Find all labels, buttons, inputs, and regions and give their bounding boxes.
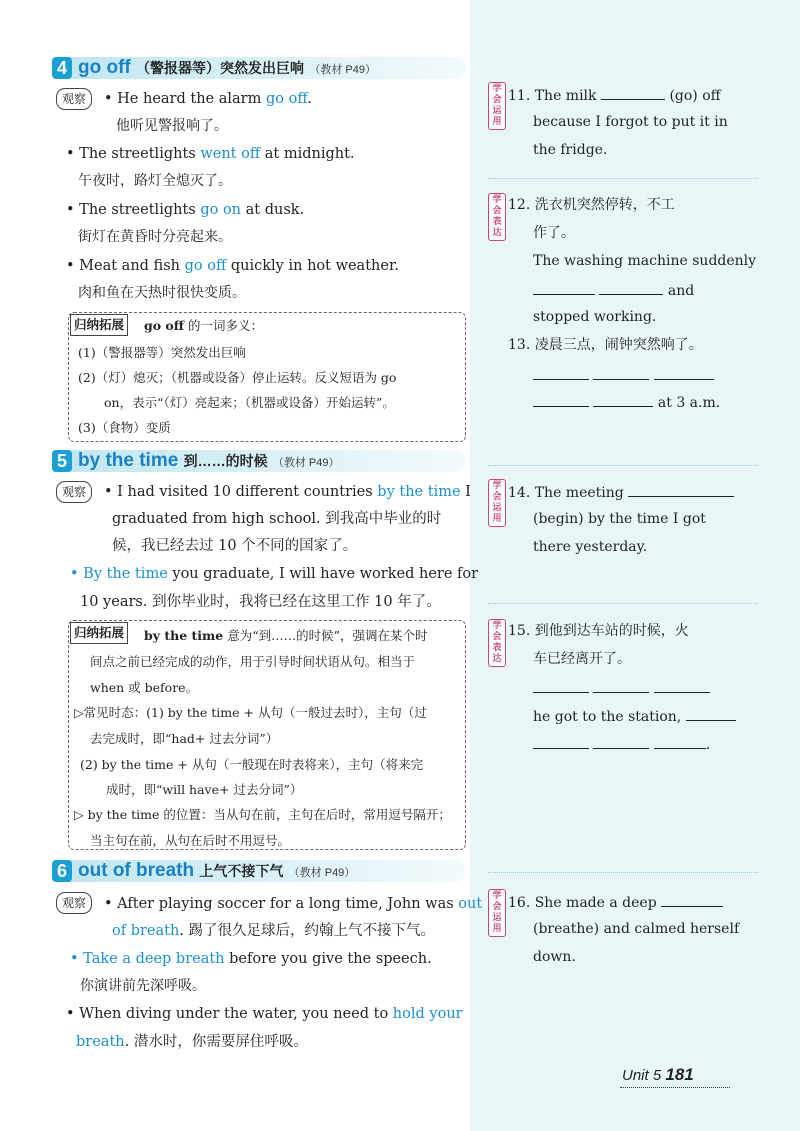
divider — [488, 872, 758, 873]
answer-blank[interactable] — [593, 365, 649, 380]
example-translation: 肉和鱼在天热时很快变质。 — [78, 285, 246, 301]
textbook-ref: （教材 P49） — [288, 867, 356, 879]
summary-line: 当主句在前，从句在后时不用逗号。 — [90, 833, 291, 848]
example-translation: 街灯在黄昏时分亮起来。 — [78, 229, 232, 245]
exercise-12: 12. 洗衣机突然停转，不工 — [508, 197, 675, 213]
exercise-line: there yesterday. — [533, 539, 648, 555]
answer-blank[interactable] — [686, 706, 736, 721]
exercise-line: . — [533, 734, 710, 754]
example-translation: 午夜时，路灯全熄灭了。 — [78, 173, 232, 189]
section-title — [78, 860, 355, 884]
answer-blank[interactable] — [628, 482, 734, 497]
summary-line: ▷常见时态：(1) by the time + 从句（一般过去时），主句（过 — [74, 705, 427, 720]
answer-blank[interactable] — [593, 392, 653, 407]
exercise-line: at 3 a.m. — [533, 392, 720, 412]
use-tag: 学会运用 — [488, 82, 506, 130]
observe-tag: 观察 — [56, 88, 92, 110]
section-title — [78, 57, 376, 81]
example-sentence: • I had visited 10 different countries by the time I — [104, 484, 471, 500]
example-translation: 你演讲前先深呼吸。 — [80, 978, 206, 994]
example-sentence-line: of breath. 踢了很久足球后，约翰上气不接下气。 — [112, 923, 436, 939]
express-tag: 学会表达 — [488, 193, 506, 241]
phrase-meaning: 上气不接下气 — [199, 863, 284, 879]
answer-blank[interactable] — [654, 365, 714, 380]
example-sentence: • Take a deep breath before you give the speech. — [70, 951, 432, 967]
answer-blank[interactable] — [593, 678, 649, 693]
summary-line: on，表示“（灯）亮起来；（机器或设备）开始运转”。 — [104, 395, 395, 410]
exercise-14: 14. The meeting — [508, 482, 734, 502]
exercise-line: 车已经离开了。 — [533, 651, 631, 667]
phrase-meaning: 到……的时候 — [183, 453, 268, 469]
answer-blank[interactable] — [601, 85, 665, 100]
exercise-line: the fridge. — [533, 142, 608, 158]
answer-blank[interactable] — [533, 734, 589, 749]
answer-blank[interactable] — [661, 892, 723, 907]
observe-tag: 观察 — [56, 892, 92, 914]
exercise-11: 11. The milk (go) off — [508, 85, 721, 105]
example-sentence-line: breath. 潜水时，你需要屏住呼吸。 — [76, 1034, 308, 1050]
example-sentence: • Meat and fish go off quickly in hot weather. — [66, 258, 399, 274]
exercise-line: down. — [533, 949, 576, 965]
summary-line: (3)（食物）变质 — [78, 420, 171, 435]
phrase: by the time — [78, 450, 179, 471]
summary-tag: 归纳拓展 — [70, 314, 128, 336]
answer-blank[interactable] — [654, 678, 710, 693]
summary-line: (1)（警报器等）突然发出巨响 — [78, 345, 246, 360]
answer-blank[interactable] — [599, 280, 663, 295]
exercise-line: and — [533, 280, 694, 300]
example-translation: 他听见警报响了。 — [116, 118, 228, 134]
observe-tag: 观察 — [56, 481, 92, 503]
page-number: 181 — [665, 1065, 694, 1084]
divider — [488, 603, 758, 604]
example-sentence: • When diving under the water, you need to hold your — [66, 1006, 463, 1022]
answer-blank[interactable] — [533, 280, 595, 295]
exercise-line: because I forgot to put it in — [533, 114, 728, 130]
page-footer — [622, 1065, 694, 1085]
footer-divider — [620, 1087, 730, 1088]
summary-line: 间点之前已经完成的动作，用于引导时间状语从句。相当于 — [90, 654, 416, 669]
summary-line: (2) by the time + 从句（一般现在时表将来），主句（将来完 — [80, 757, 424, 772]
exercise-line: (breathe) and calmed herself — [533, 921, 740, 937]
divider — [488, 178, 758, 179]
summary-line: 成时，即“will have+ 过去分词”） — [106, 782, 303, 797]
textbook-ref: （教材 P49） — [272, 457, 340, 469]
exercise-line: The washing machine suddenly — [533, 253, 757, 269]
phrase: out of breath — [78, 860, 195, 881]
answer-blank[interactable] — [533, 392, 589, 407]
express-tag: 学会表达 — [488, 619, 506, 667]
answer-blank[interactable] — [533, 365, 589, 380]
section-title — [78, 450, 340, 474]
answer-blank[interactable] — [593, 734, 649, 749]
use-tag: 学会运用 — [488, 479, 506, 527]
example-sentence: • By the time you graduate, I will have worked here for — [70, 566, 479, 582]
exercise-line — [533, 365, 714, 385]
exercise-16: 16. She made a deep — [508, 892, 723, 912]
exercise-15: 15. 到他到达车站的时候，火 — [508, 623, 689, 639]
textbook-ref: （教材 P49） — [309, 64, 376, 76]
summary-line: when 或 before。 — [90, 680, 199, 695]
section-number: 5 — [52, 450, 72, 472]
example-sentence: • He heard the alarm go off. — [104, 91, 312, 107]
example-sentence: • The streetlights went off at midnight. — [66, 146, 355, 162]
answer-blank[interactable] — [533, 678, 589, 693]
exercise-13: 13. 凌晨三点，闹钟突然响了。 — [508, 337, 703, 353]
exercise-line — [533, 678, 710, 698]
unit-label: Unit 5 — [622, 1067, 662, 1084]
example-sentence-line: graduated from high school. 到我高中毕业的时 — [112, 511, 442, 527]
summary-line: ▷ by the time 的位置：当从句在前，主句在后时，常用逗号隔开； — [74, 807, 451, 822]
phrase-meaning: （警报器等）突然发出巨响 — [136, 60, 305, 76]
summary-tag: 归纳拓展 — [70, 622, 128, 644]
use-tag: 学会运用 — [488, 889, 506, 937]
summary-line: 去完成时，即“had+ 过去分词”） — [90, 731, 279, 746]
summary-heading: by the time 意为“到……的时候”，强调在某个时 — [144, 628, 428, 643]
answer-blank[interactable] — [654, 734, 706, 749]
phrase: go off — [78, 57, 131, 78]
section-number: 4 — [52, 57, 72, 79]
example-sentence: • After playing soccer for a long time, John was out — [104, 896, 483, 912]
summary-heading: go off 的一词多义： — [144, 318, 264, 333]
divider — [488, 465, 758, 466]
exercise-line: (begin) by the time I got — [533, 511, 706, 527]
example-sentence-line: 候，我已经去过 10 个不同的国家了。 — [112, 538, 358, 554]
exercise-line: he got to the station, — [533, 706, 736, 726]
summary-line: (2)（灯）熄灭；（机器或设备）停止运转。反义短语为 go — [78, 370, 397, 385]
example-sentence-line: 10 years. 到你毕业时，我将已经在这里工作 10 年了。 — [80, 594, 441, 610]
exercise-line: stopped working. — [533, 309, 657, 325]
example-sentence: • The streetlights go on at dusk. — [66, 202, 305, 218]
exercise-line: 作了。 — [533, 225, 575, 241]
exercise-column-background — [470, 0, 800, 1131]
section-number: 6 — [52, 860, 72, 882]
